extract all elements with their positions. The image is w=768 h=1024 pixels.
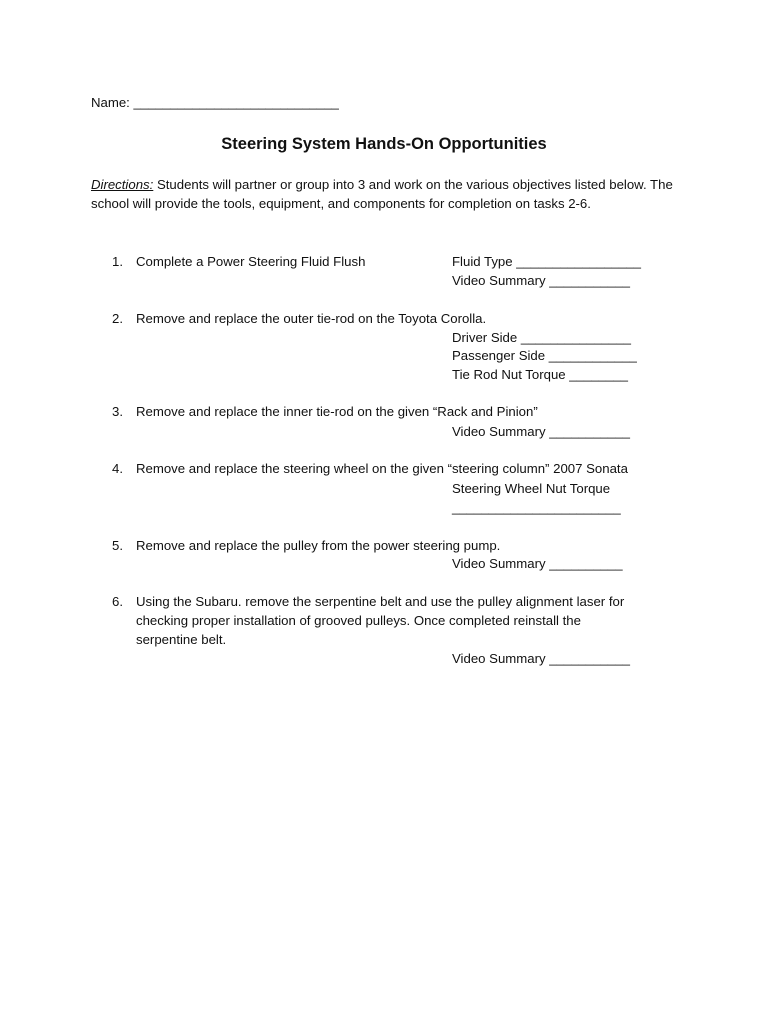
task-text: Remove and replace the pulley from the power steering pump. [136, 538, 501, 553]
steering-wheel-nut-torque-label: Steering Wheel Nut Torque [452, 481, 611, 496]
task-text: Remove and replace the inner tie-rod on the given “Rack and Pinion” [136, 404, 538, 419]
task-text-line: checking proper installation of grooved pulleys. Once completed reinstall the [136, 613, 581, 628]
directions-text: Students will partner or group into 3 and work on the various objectives listed below. The school will provide the tools, equipment, and components for completion on tasks 2-6. [91, 177, 673, 212]
task-text: Complete a Power Steering Fluid Flush [136, 254, 366, 269]
task-text: Remove and replace the outer tie-rod on the Toyota Corolla. [136, 311, 487, 326]
task-number: 1. [112, 254, 123, 269]
video-summary-field: Video Summary __________ [452, 556, 623, 571]
task-number: 4. [112, 461, 123, 476]
name-field: Name: ____________________________ [91, 95, 339, 110]
video-summary-field: Video Summary ___________ [452, 273, 630, 288]
task-number: 2. [112, 311, 123, 326]
page-title: Steering System Hands-On Opportunities [221, 135, 547, 153]
driver-side-field: Driver Side _______________ [452, 330, 631, 345]
steering-wheel-nut-torque-blank: _______________________ [452, 500, 621, 515]
task-number: 3. [112, 404, 123, 419]
task-number: 6. [112, 594, 123, 609]
task-text-line: Using the Subaru. remove the serpentine belt and use the pulley alignment laser for [136, 594, 625, 609]
tie-rod-nut-torque-field: Tie Rod Nut Torque ________ [452, 367, 628, 382]
directions-paragraph [91, 175, 681, 213]
video-summary-field: Video Summary ___________ [452, 651, 630, 666]
task-text: Remove and replace the steering wheel on the given “steering column” 2007 Sonata [136, 461, 628, 476]
task-text-line: serpentine belt. [136, 632, 227, 647]
passenger-side-field: Passenger Side ____________ [452, 348, 637, 363]
fluid-type-field: Fluid Type _________________ [452, 254, 641, 269]
video-summary-field: Video Summary ___________ [452, 424, 630, 439]
directions-label: Directions: [91, 177, 154, 192]
task-number: 5. [112, 538, 123, 553]
